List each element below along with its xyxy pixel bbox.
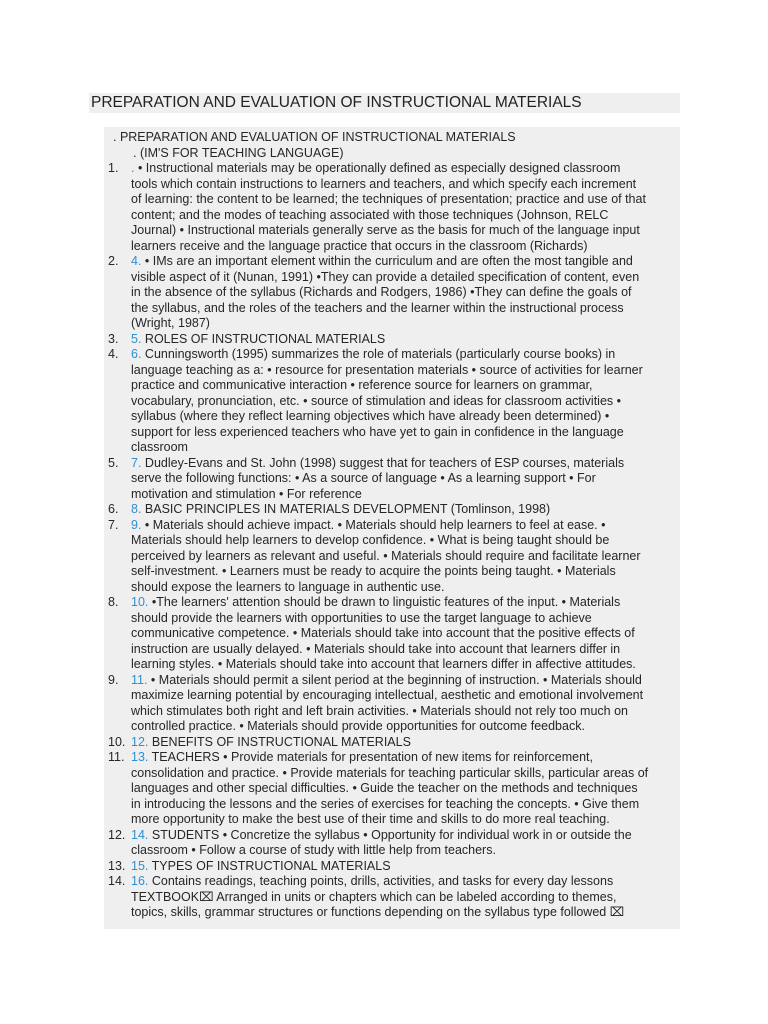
list-item-line: topics, skills, grammar structures or functions depending on the syllabus type followed ⌧ — [131, 905, 625, 919]
list-item-line — [131, 859, 680, 875]
list-item-line: vocabulary, pronunciation, etc. • source of stimulation and ideas for classroom activities • — [131, 393, 622, 408]
list-item — [108, 456, 680, 503]
list-item-line: syllabus (where they reflect learning objectives which have already been determined) • — [131, 409, 610, 423]
list-item-line: self-investment. • Learners must be ready to acquire the points being taught. • Materials — [131, 564, 616, 578]
list-item-text: Dudley-Evans and St. John (1998) suggest that for teachers of ESP courses, materials — [141, 455, 625, 470]
list-item-text: • Materials should permit a silent period at the beginning of instruction. • Materials should — [147, 672, 642, 687]
list-item-line — [131, 332, 680, 348]
list-item-line: learners receive and the language practice that occurs in the classroom (Richards) — [131, 238, 588, 253]
list-item — [108, 161, 680, 254]
list-item-line — [131, 502, 680, 518]
list-item-number: 2. — [108, 254, 119, 268]
list-item — [108, 347, 680, 456]
slide-ref-link[interactable]: 7. — [131, 455, 142, 470]
list-item-number: 9. — [108, 672, 119, 687]
list-item-line: Journal) • Instructional materials generally serve as the basis for much of the language input — [131, 223, 640, 237]
slide-ref-link[interactable]: 8. — [131, 502, 142, 516]
list-item — [108, 502, 680, 518]
list-item-line: consolidation and practice. • Provide materials for teaching particular skills, particular areas of — [131, 765, 649, 780]
list-item-line — [131, 828, 680, 844]
list-item-line: should expose the learners to language in authentic use. — [131, 579, 445, 594]
list-item-text: • IMs are an important element within the curriculum and are often the most tangible and — [141, 254, 633, 268]
list-item — [108, 750, 680, 828]
page-title: PREPARATION AND EVALUATION OF INSTRUCTIONAL MATERIALS — [91, 94, 582, 111]
list-item-line: which stimulates both right and left brain activities. • Materials should not rely too much on — [131, 703, 628, 718]
list-item-line: TEXTBOOK⌧ Arranged in units or chapters which can be labeled according to themes, — [131, 889, 617, 904]
list-item-line: practice and communicative interaction • reference source for learners on grammar, — [131, 378, 593, 392]
list-item-text: BENEFITS OF INSTRUCTIONAL MATERIALS — [148, 734, 411, 749]
list-item-text: ROLES OF INSTRUCTIONAL MATERIALS — [141, 331, 386, 346]
list-item-line — [131, 518, 680, 534]
list-item-number: 11. — [108, 750, 125, 764]
slide-ref-link[interactable]: . — [131, 161, 135, 175]
list-item-text: •The learners' attention should be drawn to linguistic features of the input. • Materials — [148, 595, 621, 609]
list-item-line: motivation and stimulation • For reference — [131, 486, 362, 501]
slide-ref-link[interactable]: 10. — [131, 595, 149, 609]
slide-ref-link[interactable]: 4. — [131, 254, 142, 268]
list-item-line — [131, 161, 680, 177]
list-item-line: classroom • Follow a course of study with little help from teachers. — [131, 843, 496, 857]
list-item-line: controlled practice. • Materials should provide opportunities for outcome feedback. — [131, 719, 585, 733]
list-item-line: tools which contain instructions to learners and teachers, and which specify each increment — [131, 176, 637, 191]
list-item-line: of learning: the content to be learned; the techniques of presentation; practice and use of that — [131, 192, 646, 206]
list-item-line: maximize learning potential by encouraging intellectual, aesthetic and emotional involvement — [131, 688, 644, 702]
list-item — [108, 254, 680, 332]
list-item-number: 14. — [108, 874, 126, 888]
list-item-number: 7. — [108, 517, 119, 532]
slide-ref-link[interactable]: 6. — [131, 347, 142, 361]
list-item — [108, 874, 680, 921]
list-item-line: more opportunity to make the best use of their time and skills to do more real teaching. — [131, 812, 610, 826]
section-title: . PREPARATION AND EVALUATION OF INSTRUCTIONAL MATERIALS — [113, 130, 516, 144]
list-item-number: 12. — [108, 827, 126, 842]
list-item-text: • Instructional materials may be operationally defined as especially designed classroom — [134, 161, 621, 175]
list-item — [108, 332, 680, 348]
list-item-text: STUDENTS • Concretize the syllabus • Opportunity for individual work in or outside the — [148, 827, 632, 842]
list-item-line — [131, 347, 680, 363]
list-item-line: Materials should help learners to develop confidence. • What is being taught should be — [131, 533, 610, 547]
list-item-line: languages and other special difficulties. • Guide the teacher on the methods and techniques — [131, 781, 638, 795]
list-item-line: visible aspect of it (Nunan, 1991) •They can provide a detailed specification of content, even — [131, 269, 640, 284]
list-item-line: (Wright, 1987) — [131, 316, 210, 330]
list-item-text: TYPES OF INSTRUCTIONAL MATERIALS — [148, 858, 391, 873]
list-item — [108, 859, 680, 875]
list-item — [108, 673, 680, 735]
list-item-line: content; and the modes of teaching associated with those techniques (Johnson, RELC — [131, 207, 609, 222]
list-item-line: serve the following functions: • As a source of language • As a learning support • For — [131, 471, 596, 485]
slide-ref-link[interactable]: 14. — [131, 827, 149, 842]
list-item-line: in the absence of the syllabus (Richards and Rodgers, 1986) •They can define the goals of — [131, 285, 632, 299]
slide-ref-link[interactable]: 9. — [131, 517, 142, 532]
list-item-line — [131, 874, 680, 890]
list-item-number: 13. — [108, 858, 126, 873]
slide-ref-link[interactable]: 5. — [131, 331, 142, 346]
page-title-bar — [89, 93, 680, 113]
slide-ref-link[interactable]: 11. — [131, 672, 148, 687]
list-item-line: learning styles. • Materials should take into account that learners differ in affective attitudes. — [131, 657, 636, 671]
list-item — [108, 828, 680, 859]
list-item-number: 4. — [108, 347, 119, 361]
list-item-text: Cunningsworth (1995) summarizes the role of materials (particularly course books) in — [141, 347, 616, 361]
section-subtitle: . (IM'S FOR TEACHING LANGUAGE) — [133, 146, 344, 160]
slide-ref-link[interactable]: 15. — [131, 858, 149, 873]
list-item-line — [131, 750, 680, 766]
slide-ref-link[interactable]: 13. — [131, 750, 149, 764]
list-item-line — [131, 456, 680, 472]
list-item-line: should provide the learners with opportunities to use the target language to achieve — [131, 610, 592, 625]
list-item-number: 5. — [108, 455, 119, 470]
list-item-text: • Materials should achieve impact. • Materials should help learners to feel at ease. • — [141, 517, 606, 532]
list-item-text: Contains readings, teaching points, drills, activities, and tasks for every day lessons — [148, 874, 614, 888]
numbered-list — [108, 161, 680, 921]
list-item-number: 1. — [108, 161, 119, 175]
list-item-line: language teaching as a: • resource for presentation materials • source of activities for learner — [131, 362, 643, 377]
list-item — [108, 735, 680, 751]
list-item-line: communicative competence. • Materials should take into account that the positive effects of — [131, 626, 635, 640]
list-item-line: the syllabus, and the roles of the teachers and the learner within the instructional process — [131, 300, 624, 315]
list-item-number: 3. — [108, 331, 119, 346]
list-item-number: 8. — [108, 595, 119, 609]
list-item-line — [131, 595, 680, 611]
list-item-line: support for less experienced teachers who have yet to gain in confidence in the language — [131, 424, 624, 439]
list-item-number: 10. — [108, 734, 126, 749]
list-item-text: TEACHERS • Provide materials for presentation of new items for reinforcement, — [148, 750, 593, 764]
list-item — [108, 518, 680, 596]
list-item-text: BASIC PRINCIPLES IN MATERIALS DEVELOPMENT (Tomlinson, 1998) — [141, 502, 551, 516]
list-item — [108, 595, 680, 673]
list-item-line — [131, 735, 680, 751]
list-item-line: perceived by learners as relevant and useful. • Materials should require and facilitate learner — [131, 548, 641, 563]
list-item-line — [131, 673, 680, 689]
list-item-number: 6. — [108, 502, 119, 516]
slide-ref-link[interactable]: 12. — [131, 734, 149, 749]
list-item-line: in introducing the lessons and the series of exercises for teaching the concepts. • Give them — [131, 796, 640, 811]
list-item-line — [131, 254, 680, 270]
slide-ref-link[interactable]: 16. — [131, 874, 149, 888]
list-item-line: classroom — [131, 440, 188, 454]
list-item-line: instruction are usually delayed. • Materials should take into account that learners differ in — [131, 641, 621, 656]
